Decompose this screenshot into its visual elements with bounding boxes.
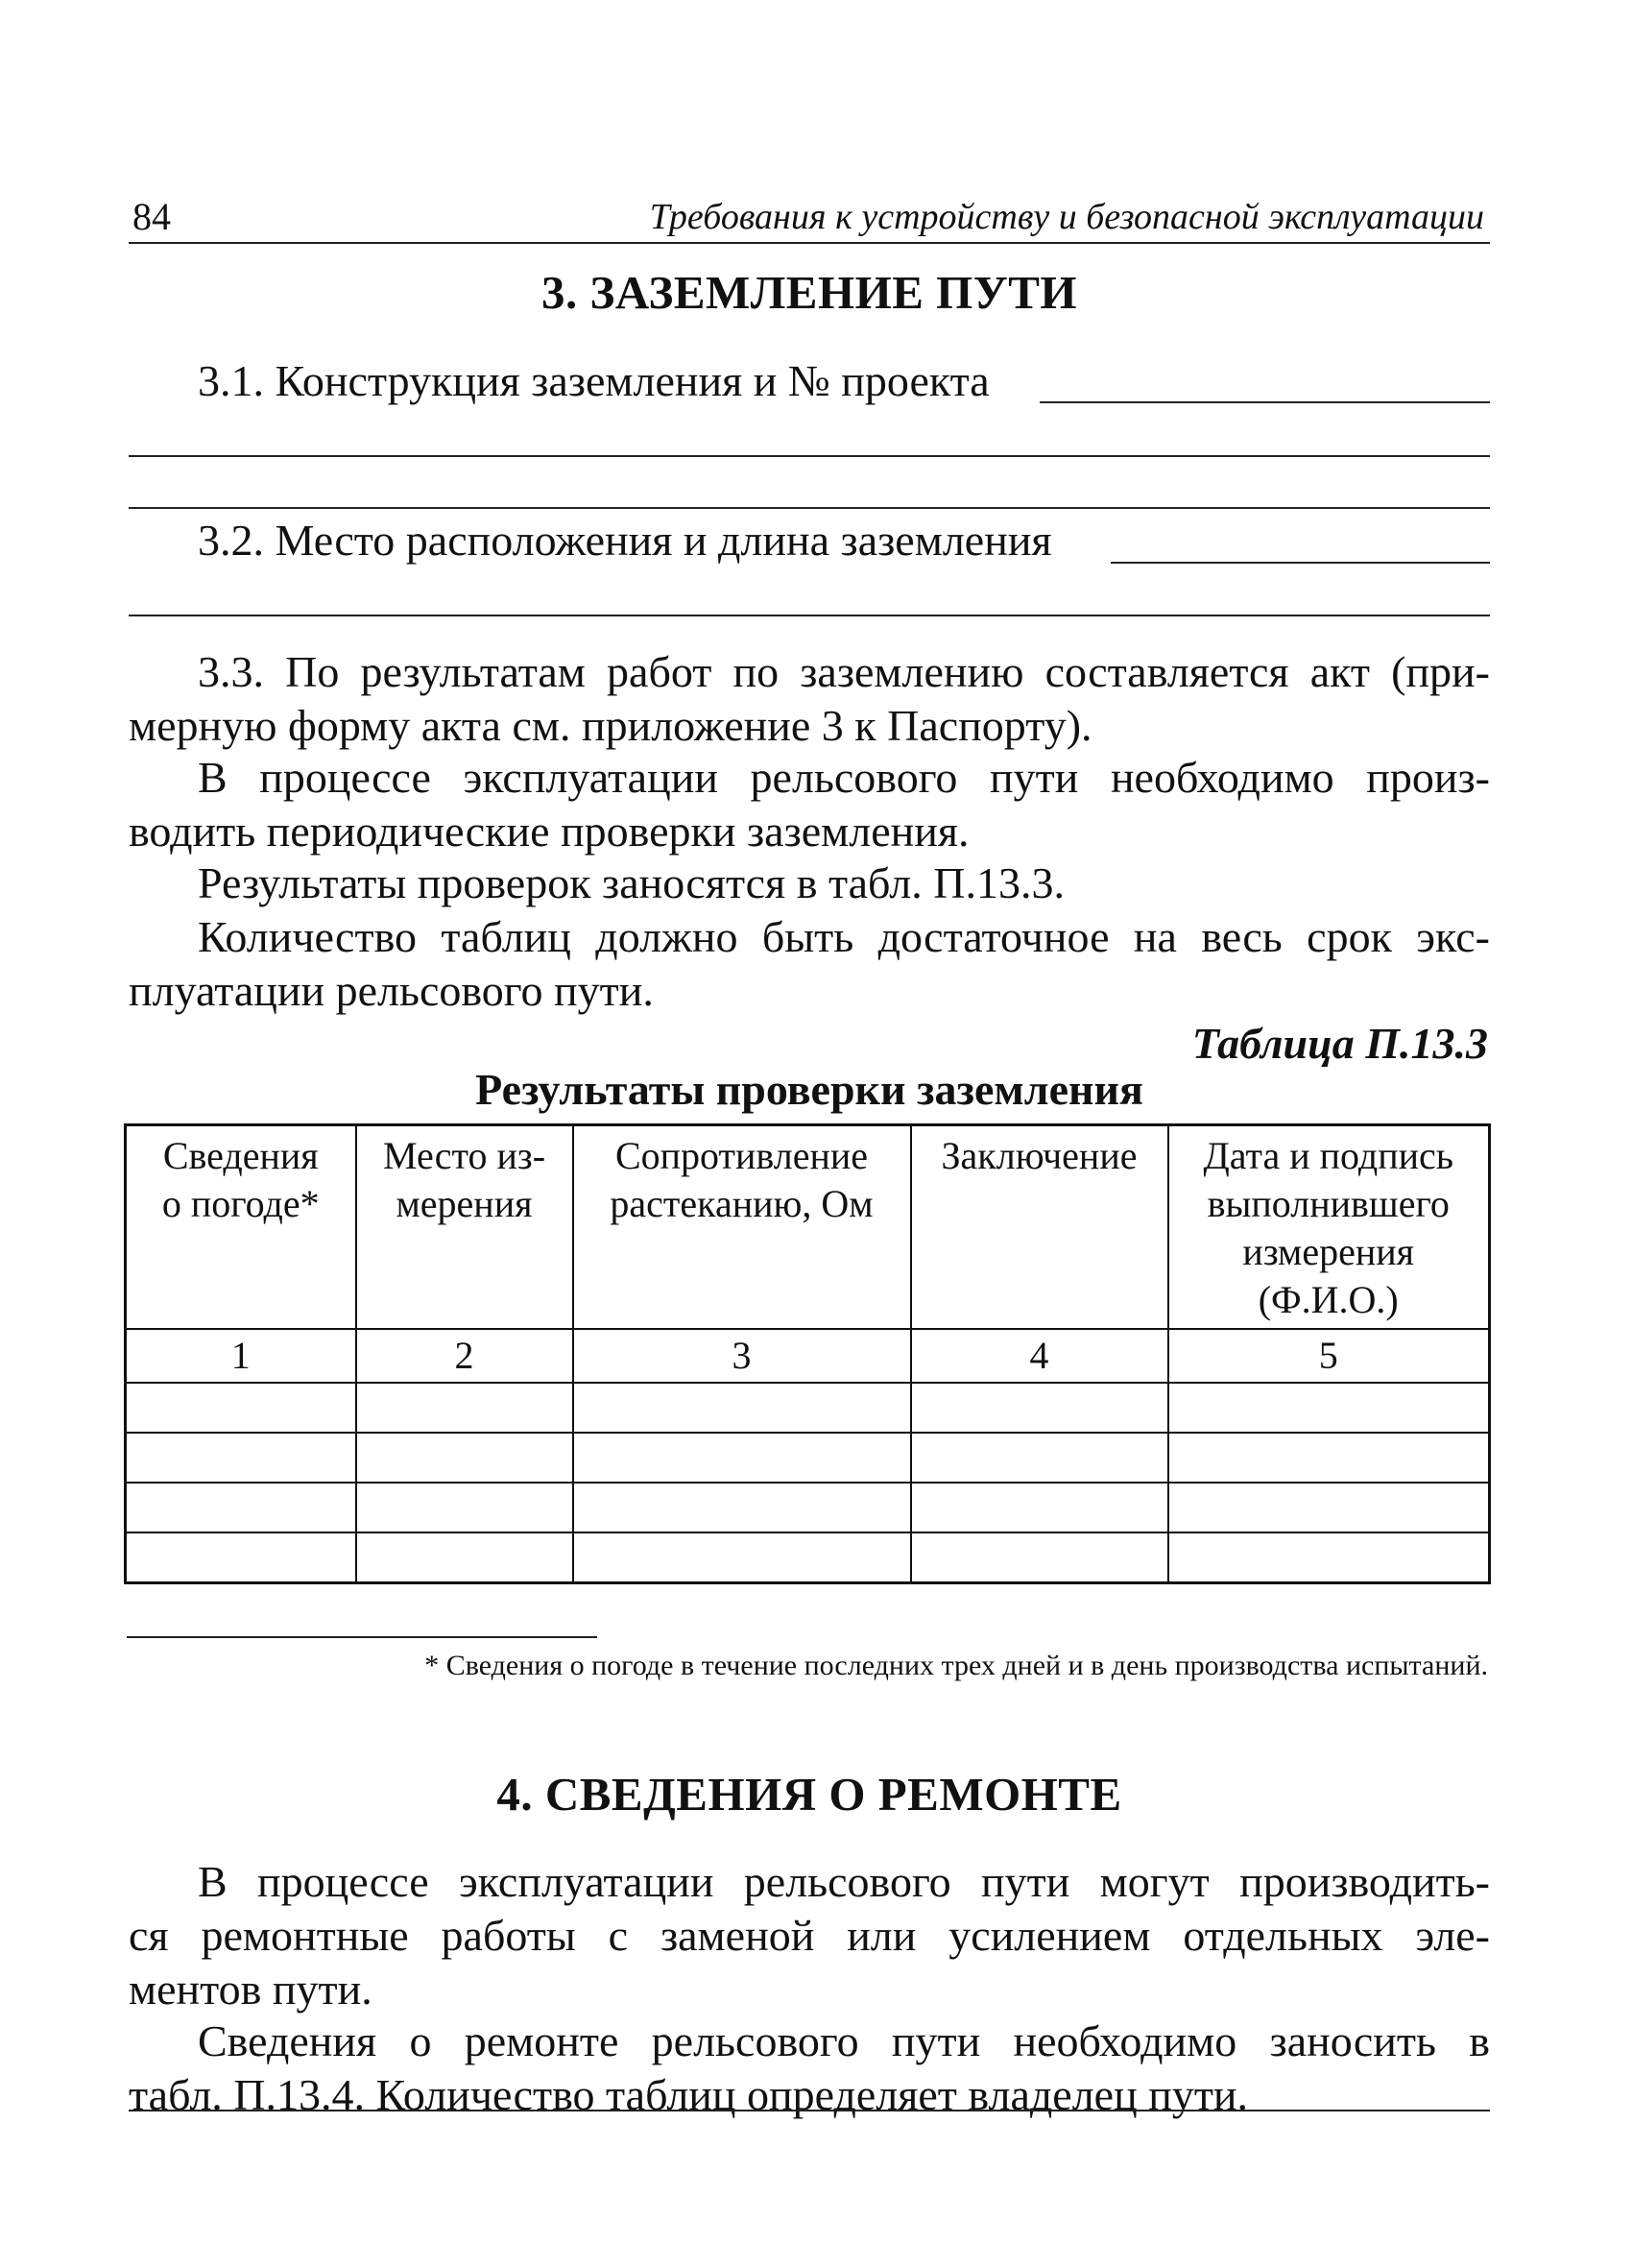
table-cell <box>1168 1383 1490 1433</box>
text-line: 3.3. По результатам работ по заземлению составляется акт (при- <box>198 647 1490 696</box>
text-line: В процессе эксплуатации рельсового пути необходимо произ- <box>198 753 1490 802</box>
table-cell <box>573 1383 911 1433</box>
item-3-3-paragraph <box>129 645 1490 753</box>
process-paragraph <box>129 751 1490 858</box>
section-4-heading: 4. СВЕДЕНИЯ О РЕМОНТЕ <box>496 1768 1122 1821</box>
table-cell <box>1168 1483 1490 1532</box>
table-cell <box>126 1532 356 1583</box>
item-3-1-fill-line <box>1040 401 1490 403</box>
table-cell <box>356 1383 573 1433</box>
bottom-rule <box>129 2110 1490 2111</box>
column-number: 2 <box>356 1329 573 1383</box>
table-row <box>126 1383 1490 1433</box>
text-line: В процессе эксплуатации рельсового пути могут производить- <box>198 1857 1490 1906</box>
header-text: Дата и подпись <box>1203 1134 1454 1177</box>
running-title: Требования к устройству и безопасной эксплуатации <box>649 197 1484 237</box>
table-cell <box>1168 1433 1490 1483</box>
count-paragraph <box>129 910 1490 1018</box>
table-row <box>126 1483 1490 1532</box>
table-cell <box>356 1483 573 1532</box>
item-3-1-fill-line-2 <box>129 455 1490 457</box>
repair-paragraph-1 <box>129 1855 1490 2016</box>
column-number: 5 <box>1168 1329 1490 1383</box>
column-number-row <box>126 1329 1490 1383</box>
table-cell <box>356 1433 573 1483</box>
text-line: водить периодические проверки заземления. <box>129 807 970 856</box>
header-text: Заключение <box>941 1134 1138 1177</box>
footnote-rule <box>127 1636 597 1638</box>
header-text: Сопротивление <box>614 1134 869 1177</box>
table-cell <box>126 1483 356 1532</box>
table-cell <box>1168 1532 1490 1583</box>
table-row <box>126 1532 1490 1583</box>
item-3-1-label: 3.1. Конструкция заземления и № проекта <box>198 356 990 405</box>
table-cell <box>911 1433 1168 1483</box>
text-line: Сведения о ремонте рельсового пути необходимо заносить в <box>198 2016 1490 2065</box>
header-text: растеканию, Ом <box>610 1182 874 1225</box>
table-cell <box>356 1532 573 1583</box>
table-title: Результаты проверки заземления <box>475 1065 1143 1114</box>
table-row <box>126 1433 1490 1483</box>
grounding-check-table <box>124 1123 1491 1584</box>
page-header <box>129 188 1490 244</box>
item-3-2-label: 3.2. Место расположения и длина заземления <box>198 516 1052 565</box>
table-cell <box>573 1433 911 1483</box>
text-line: мерную форму акта см. приложение 3 к Паспорту). <box>129 701 1092 750</box>
results-paragraph <box>129 857 1490 910</box>
section-3-heading: 3. ЗАЗЕМЛЕНИЕ ПУТИ <box>540 266 1078 319</box>
table-cell <box>911 1532 1168 1583</box>
text-line: ментов пути. <box>129 1965 372 2014</box>
column-number: 3 <box>573 1329 911 1383</box>
column-number: 1 <box>126 1329 356 1383</box>
table-cell <box>573 1532 911 1583</box>
text-line: плуатации рельсового пути. <box>129 966 654 1015</box>
text-line: табл. П.13.4. Количество таблиц определяет владелец пути. <box>129 2070 1249 2119</box>
header-text: выполнившего <box>1207 1182 1450 1225</box>
item-3-2-fill-line-2 <box>129 615 1490 616</box>
empty-rows <box>126 1383 1490 1583</box>
header-text: (Ф.И.О.) <box>1258 1278 1399 1321</box>
table-caption: Таблица П.13.3 <box>1191 1019 1488 1068</box>
page-number: 84 <box>132 195 171 238</box>
repair-paragraph-2 <box>129 2015 1490 2122</box>
header-text: измерения <box>1242 1230 1415 1273</box>
item-3-2-fill-line <box>1111 562 1490 564</box>
header-text: о погоде* <box>161 1182 320 1225</box>
table-header-row <box>126 1125 1490 1330</box>
table-cell <box>126 1383 356 1433</box>
text-line: ся ремонтные работы с заменой или усилением отдельных эле- <box>129 1911 1490 1960</box>
header-text: мерения <box>396 1182 533 1225</box>
header-text: Место из- <box>382 1134 546 1177</box>
header-weather <box>126 1125 356 1330</box>
table-cell <box>911 1483 1168 1532</box>
footnote: * Сведения о погоде в течение последних трех дней и в день производства испытаний. <box>424 1650 1488 1681</box>
table-cell <box>573 1483 911 1532</box>
column-number: 4 <box>911 1329 1168 1383</box>
header-conclusion <box>911 1125 1168 1330</box>
text-line: Результаты проверок заносятся в табл. П.13.3. <box>198 858 1065 907</box>
header-text: Сведения <box>162 1134 319 1177</box>
header-place <box>356 1125 573 1330</box>
item-3-1-fill-line-3 <box>129 507 1490 509</box>
header-resistance <box>573 1125 911 1330</box>
text-line: Количество таблиц должно быть достаточное на весь срок экс- <box>198 912 1490 961</box>
table-cell <box>911 1383 1168 1433</box>
table-cell <box>126 1433 356 1483</box>
header-date-signature <box>1168 1125 1490 1330</box>
